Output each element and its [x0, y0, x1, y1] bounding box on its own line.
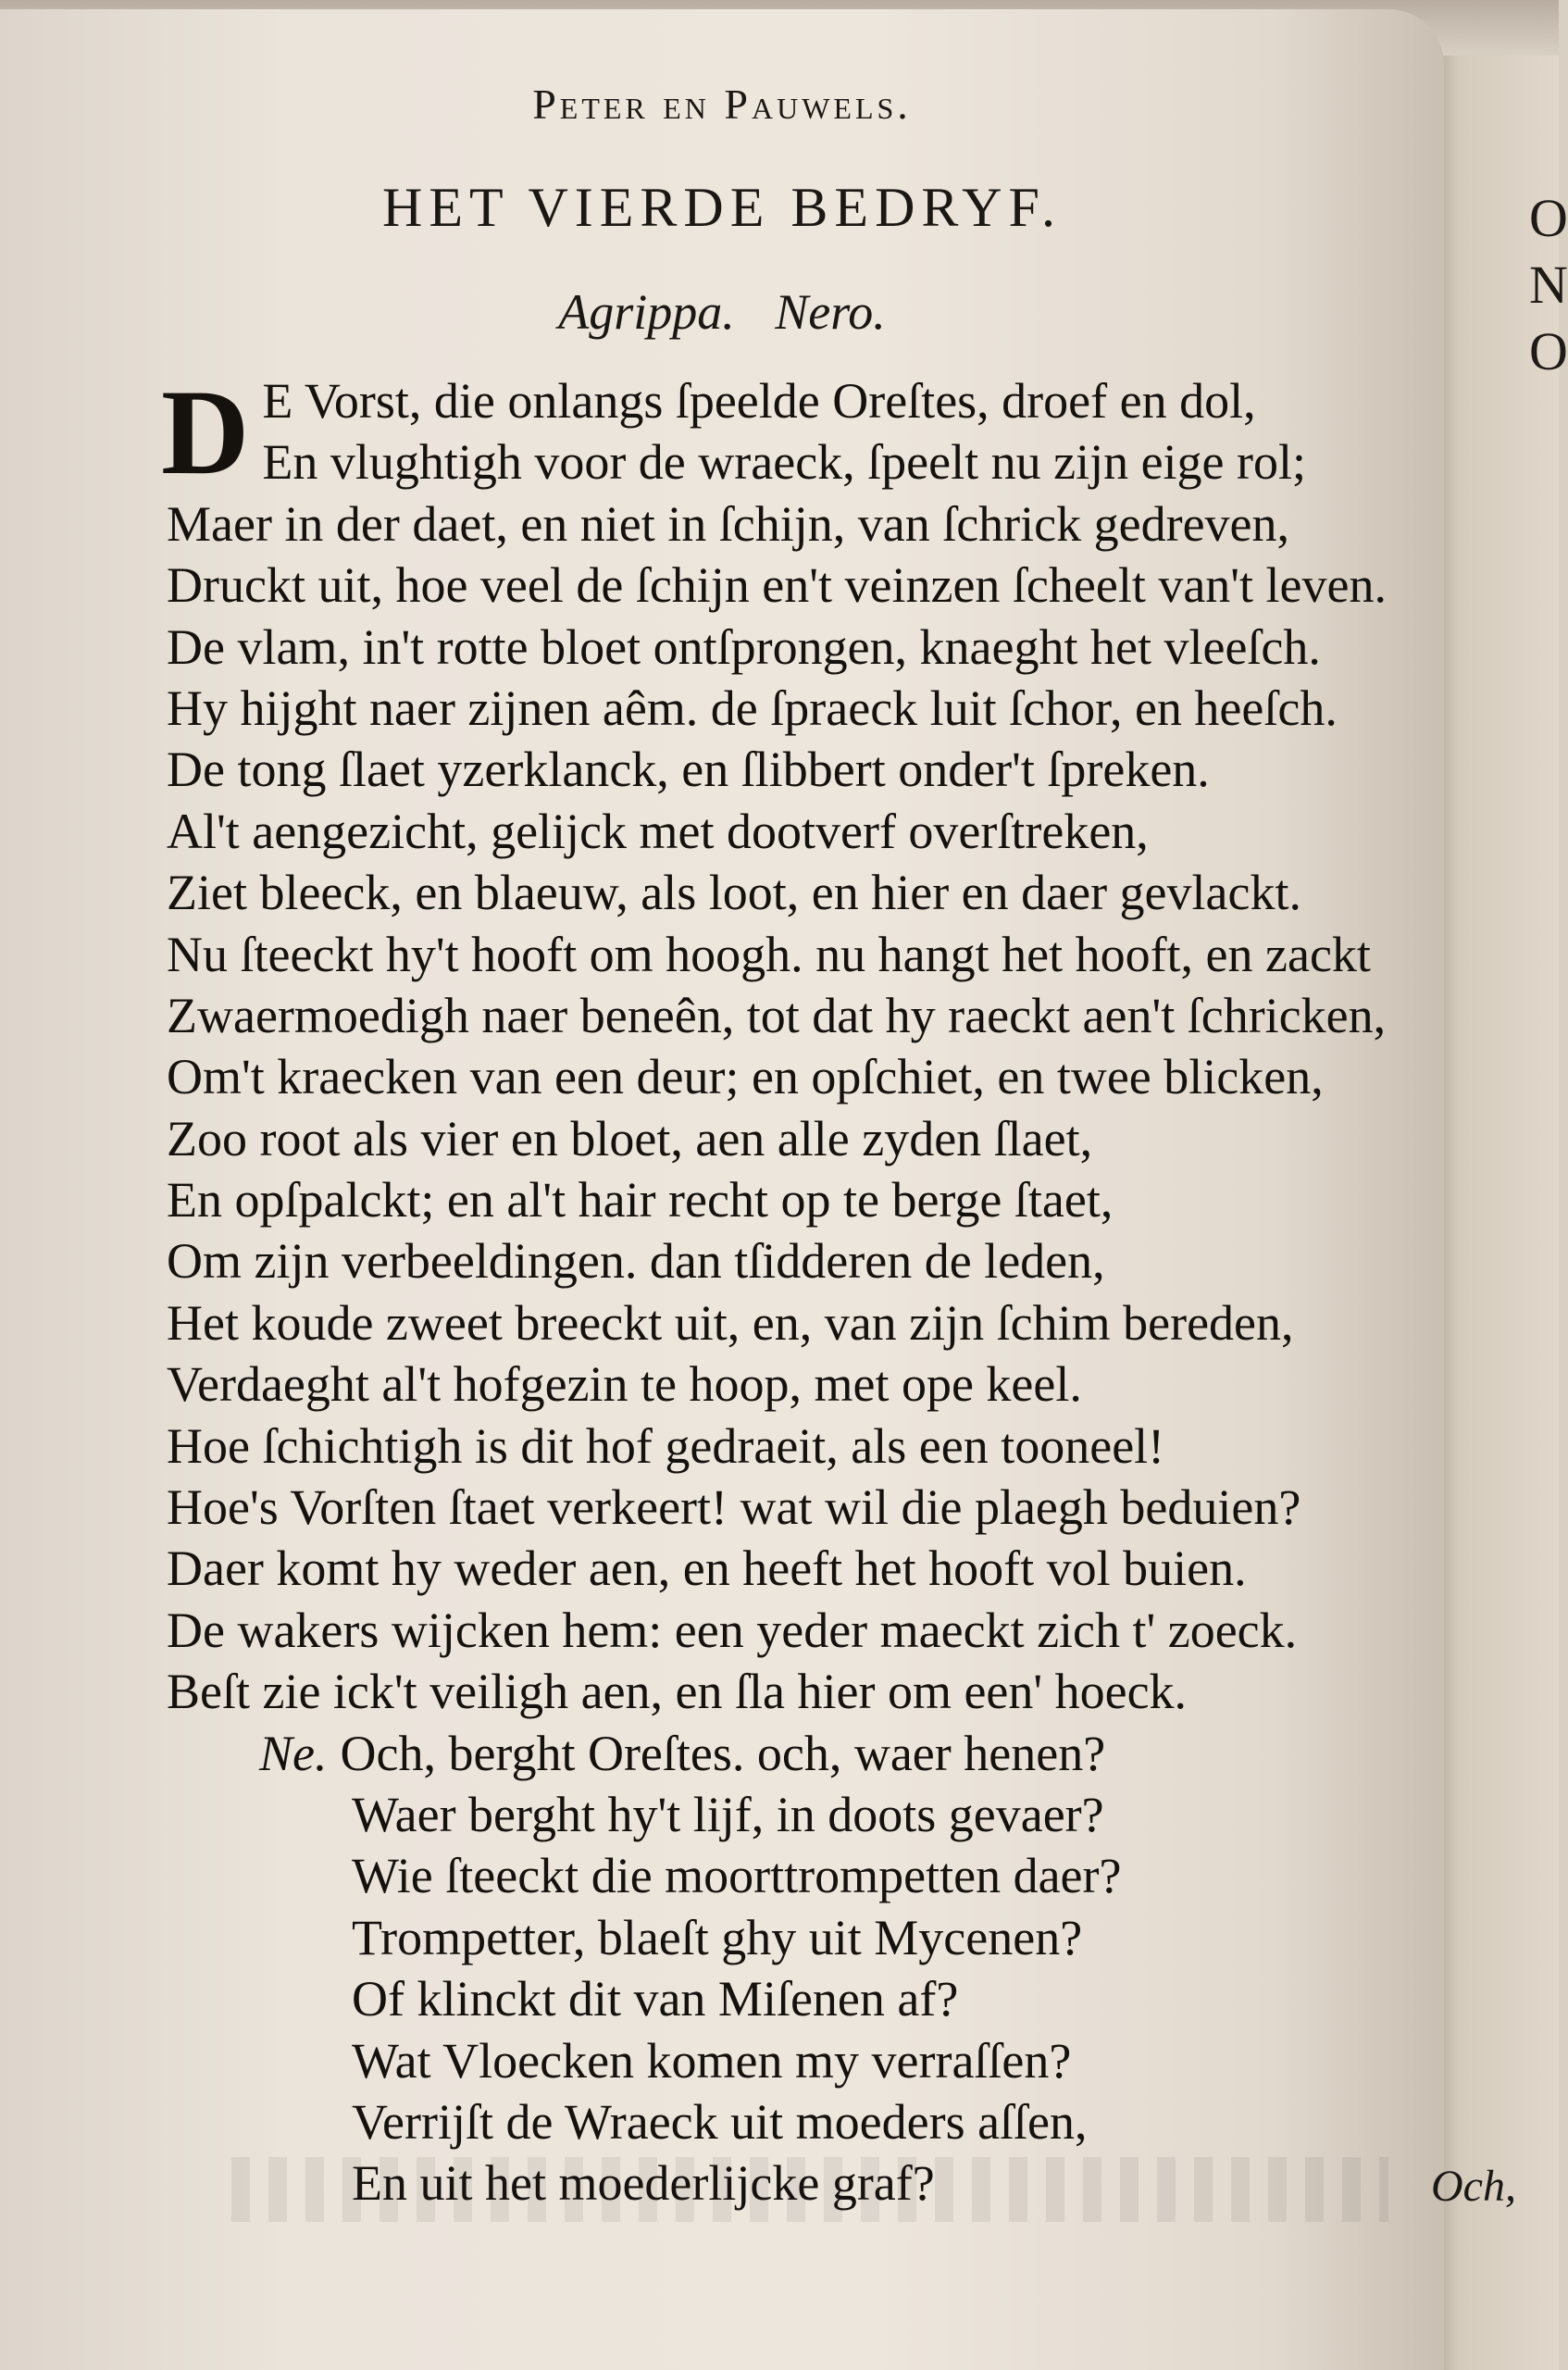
act-title: HET VIERDE BEDRYF.: [381, 177, 1063, 238]
verse-line: Daer komt hy weder aen, en heeft het hooft vol buien.: [167, 1540, 1247, 1597]
verse-line: Hy hijght naer zijnen aêm. de ſpraeck luit ſchor, en heeſch.: [167, 680, 1338, 736]
book-page: [0, 9, 1516, 2370]
verse-line: De vlam, in't rotte bloet ontſprongen, knaeght het vleeſch.: [167, 618, 1321, 675]
speaker-label: Ne.: [259, 1725, 328, 1781]
verse-line: Het koude zweet breeckt uit, en, van zijn ſchim bereden,: [167, 1294, 1294, 1351]
catchword: Och,: [1431, 2162, 1516, 2211]
verse-line: Zoo root als vier en bloet, aen alle zyden ſlaet,: [167, 1110, 1093, 1166]
speech-line: En uit het moederlijcke graf?: [352, 2155, 935, 2212]
verse-line: Hoe's Vorſten ſtaet verkeert! wat wil die plaegh beduien?: [167, 1479, 1301, 1536]
verse-line: Zwaermoedigh naer beneên, tot dat hy raeckt aen't ſchricken,: [167, 987, 1387, 1043]
speech-line: Waer berght hy't lijf, in doots gevaer?: [352, 1786, 1104, 1842]
facing-page-glyph: O: [1529, 321, 1568, 381]
facing-page-text: [1529, 185, 1568, 385]
facing-page-edge: [1425, 56, 1568, 2370]
verse-line: Om't kraecken van een deur; en opſchiet, en twee blicken,: [167, 1049, 1324, 1105]
speech-line-first: [167, 1723, 1425, 1784]
facing-page-glyph: O: [1529, 188, 1568, 248]
bleed-through-texture: [231, 2157, 1388, 2222]
character-list: Agrippa. Nero.: [558, 284, 886, 340]
speech-text: Och, berght Oreſtes. och, waer henen?: [340, 1725, 1106, 1781]
verse-line: De tong ſlaet yzerklanck, en ſlibbert onder't ſpreken.: [167, 742, 1210, 798]
verse-line: Om zijn verbeeldingen. dan tſidderen de leden,: [167, 1233, 1105, 1290]
verse-line: Beſt zie ick't veiligh aen, en ſla hier om een' hoeck.: [167, 1664, 1188, 1720]
verse-line: Ziet bleeck, en blaeuw, als loot, en hier en daer gevlackt.: [167, 865, 1301, 921]
speech-line: Of klinckt dit van Miſenen af?: [352, 1971, 959, 2027]
running-head: Peter en Pauwels.: [532, 81, 912, 128]
facing-page-glyph: N: [1529, 255, 1568, 315]
speech-line: Wie ſteeckt die moorttrompetten daer?: [352, 1848, 1122, 1904]
speech-line: Wat Vloecken komen my verraſſen?: [352, 2032, 1072, 2089]
verse-line: E Vorst, die onlangs ſpeelde Oreſtes, droef en dol,: [262, 373, 1256, 429]
verse-line: Verdaeght al't hofgezin te hoop, met ope keel.: [167, 1356, 1082, 1413]
verse-block: [161, 364, 1425, 2214]
speech-line: Trompetter, blaeſt ghy uit Mycenen?: [352, 1909, 1083, 1965]
verse-line: De wakers wijcken hem: een yeder maeckt zich t' zoeck.: [167, 1602, 1298, 1658]
verse-line: En vlughtigh voor de wraeck, ſpeelt nu zijn eige rol;: [262, 434, 1306, 491]
speech-line: Verrijſt de Wraeck uit moeders aſſen,: [352, 2093, 1088, 2150]
verse-line: Druckt uit, hoe veel de ſchijn en't veinzen ſcheelt van't leven.: [167, 557, 1387, 614]
verse-line: Al't aengezicht, gelijck met dootverf overſtreken,: [167, 803, 1149, 859]
drop-cap: D: [161, 364, 250, 500]
verse-line: Nu ſteeckt hy't hooft om hoogh. nu hangt het hooft, en zackt: [167, 926, 1371, 982]
verse-line: Hoe ſchichtigh is dit hof gedraeit, als een tooneel!: [167, 1417, 1165, 1474]
verse-line: Maer in der daet, en niet in ſchijn, van ſchrick gedreven,: [167, 495, 1290, 552]
verse-line: En opſpalckt; en al't hair recht op te berge ſtaet,: [167, 1172, 1114, 1229]
